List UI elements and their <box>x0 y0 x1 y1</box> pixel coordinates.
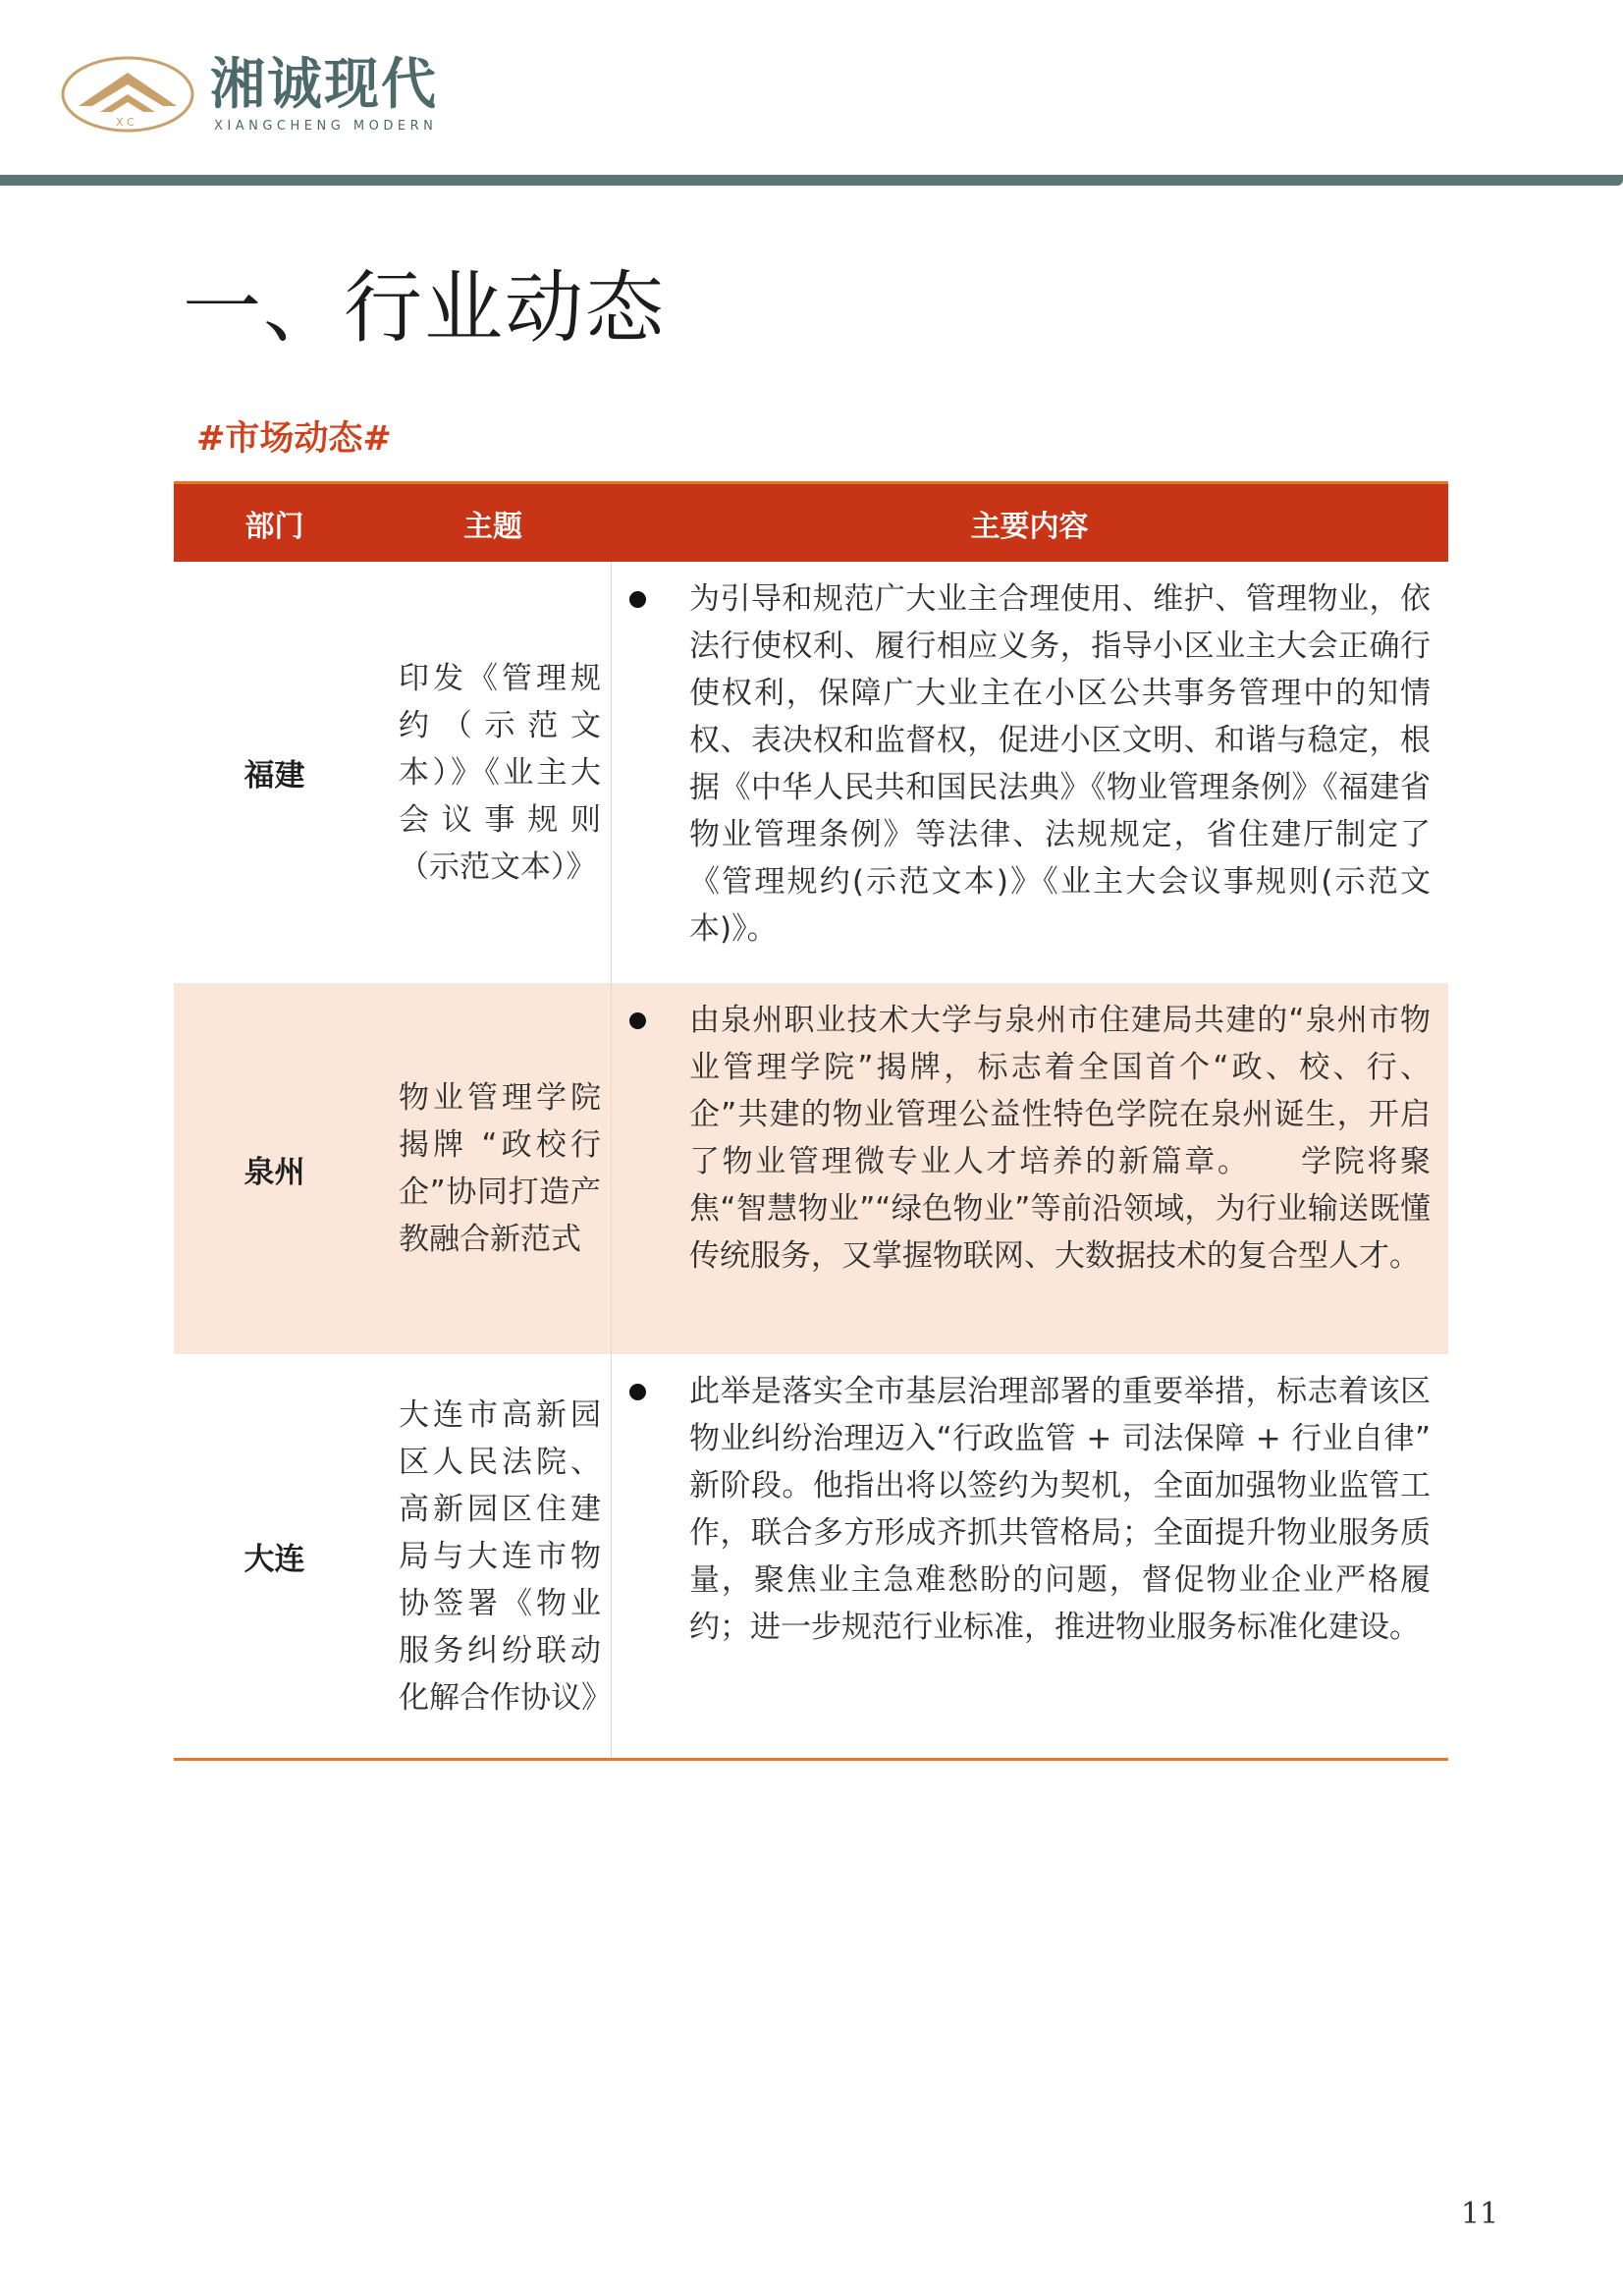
logo-letters: X C <box>116 116 135 129</box>
table-header <box>174 481 1448 562</box>
row-content <box>611 562 1448 983</box>
row-content-text: 由泉州职业技术大学与泉州市住建局共建的“泉州市物业管理学院”揭牌，标志着全国首个“政、校、行、企”共建的物业管理公益性特色学院在泉州诞生，开启了物业管理微专业人才培养的新篇章。 学院将聚焦“智慧物业”“绿色物业”等前沿领域，为行业输送既懂传统服务，又掌握物联网、大数据技术的复合型人才。 <box>689 1003 1431 1274</box>
row-dept: 福建 <box>243 758 305 793</box>
header-content: 主要内容 <box>970 509 1089 544</box>
page-number: 11 <box>1461 2197 1499 2231</box>
row-content-text: 此举是落实全市基层治理部署的重要举措，标志着该区物业纠纷治理迈入“行政监管 + 司法保障 + 行业自律” 新阶段。他指出将以签约为契机，全面加强物业监管工作，联合多方形成齐抓共管格局；全面提升物业服务质量，聚焦业主急难愁盼的问题，督促物业企业严格履约；进一步规范行业标准，推进物业服务标准化建设。 <box>689 1374 1431 1645</box>
row-topic: 大连市高新园区人民法院、高新园区住建局与大连市物协签署《物业服务纠纷联动化解合作协议》 <box>399 1396 612 1716</box>
row-topic: 印发《管理规约（示范文本）》《业主大会议事规则（示范文本）》 <box>399 660 601 885</box>
row-dept: 大连 <box>243 1542 305 1577</box>
market-news-tag: #市场动态# <box>196 419 392 459</box>
row-content <box>611 1354 1448 1758</box>
table-row <box>174 1354 1448 1758</box>
table-row <box>174 983 1448 1354</box>
brand-name-cn: 湘诚现代 <box>210 53 438 117</box>
header-dept: 部门 <box>244 509 304 544</box>
row-content-text: 为引导和规范广大业主合理使用、维护、管理物业，依法行使权利、履行相应义务，指导小区业主大会正确行使权利，保障广大业主在小区公共事务管理中的知情权、表决权和监督权，促进小区文明、和谐与稳定，根据《中华人民共和国民法典》《物业管理条例》《福建省物业管理条例》等法律、法规规定，省住建厅制定了《管理规约(示范文本)》《业主大会议事规则(示范文本)》。 <box>689 581 1431 947</box>
bullet-icon <box>629 1012 646 1029</box>
section-title: 一、行业动态 <box>183 262 666 354</box>
row-topic: 物业管理学院揭牌 “政校行企”协同打造产教融合新范式 <box>399 1080 601 1257</box>
news-table <box>174 481 1448 1761</box>
table-bottom-rule <box>174 1758 1448 1761</box>
company-logo-icon <box>61 55 194 134</box>
header-topic: 主题 <box>463 509 522 544</box>
brand-name-en: XIANGCHENG MODERN <box>214 119 438 134</box>
bullet-icon <box>629 1384 646 1400</box>
row-content <box>611 983 1448 1354</box>
bullet-icon <box>629 591 646 608</box>
header-divider <box>0 175 1623 186</box>
row-dept: 泉州 <box>243 1154 305 1190</box>
table-row <box>174 562 1448 983</box>
